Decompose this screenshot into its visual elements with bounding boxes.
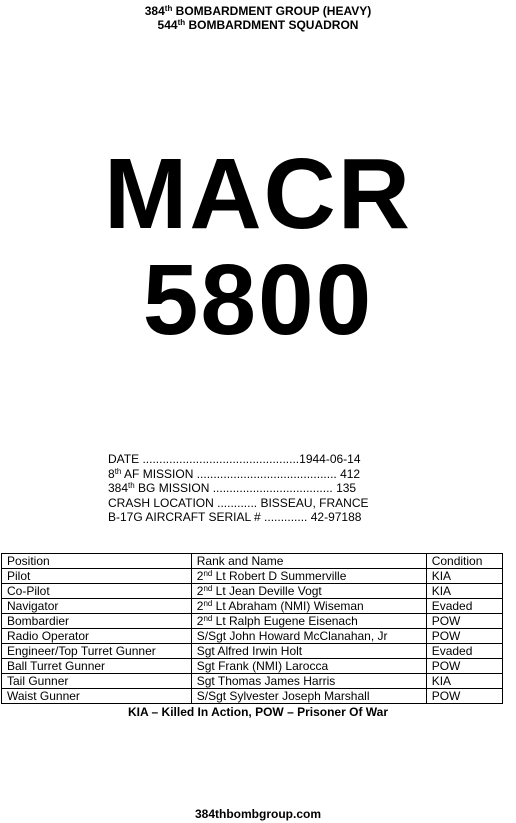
- rank-prefix: 2: [196, 584, 204, 598]
- crew-rank-name: [191, 629, 426, 644]
- rank-ordinal-suffix: nd: [203, 569, 213, 578]
- detail-aircraft-serial: B-17G AIRCRAFT SERIAL # ............. 42-97188: [108, 510, 362, 525]
- table-row: [2, 644, 503, 659]
- crew-position: Tail Gunner: [2, 674, 192, 689]
- crew-rank-name: [191, 644, 426, 659]
- crew-rank-name: [191, 599, 426, 614]
- crew-position: Co-Pilot: [2, 584, 192, 599]
- crew-rank-name: [191, 689, 426, 704]
- rank-and-name-text: S/Sgt John Howard McClanahan, Jr: [196, 629, 388, 643]
- rank-and-name-text: Lt Abraham (NMI) Wiseman: [212, 599, 364, 613]
- website-footer: 384thbombgroup.com: [194, 807, 321, 821]
- crew-position: Waist Gunner: [2, 689, 192, 704]
- table-row: [2, 614, 503, 629]
- bg-mission-text: BG MISSION .................................... 135: [134, 481, 357, 496]
- rank-prefix: 2: [196, 599, 204, 613]
- crew-condition: POW: [426, 614, 502, 629]
- detail-crash-location: CRASH LOCATION ............ BISSEAU, FRANCE: [108, 495, 369, 510]
- column-header-position: Position: [2, 554, 192, 569]
- squadron-title: [0, 18, 516, 32]
- crew-condition: KIA: [426, 674, 502, 689]
- rank-and-name-text: Lt Robert D Summerville: [212, 569, 347, 583]
- crew-position: Pilot: [2, 569, 192, 584]
- rank-and-name-text: S/Sgt Sylvester Joseph Marshall: [196, 689, 370, 703]
- detail-bg-mission: [108, 481, 398, 496]
- crew-position: Navigator: [2, 599, 192, 614]
- table-header-row: [2, 554, 503, 569]
- detail-af-mission: [108, 467, 398, 482]
- table-row: [2, 659, 503, 674]
- crew-table: [1, 553, 503, 704]
- squadron-name: BOMBARDMENT SQUADRON: [185, 18, 359, 32]
- squadron-ordinal-suffix: th: [177, 18, 186, 27]
- af-mission-text: AF MISSION .......................................... 412: [121, 466, 361, 481]
- table-row: [2, 584, 503, 599]
- crew-rank-name: [191, 674, 426, 689]
- rank-ordinal-suffix: nd: [203, 599, 213, 608]
- af-number: 8: [108, 466, 115, 481]
- group-name: BOMBARDMENT GROUP (HEAVY): [172, 4, 372, 18]
- crew-condition: POW: [426, 689, 502, 704]
- crew-condition: POW: [426, 629, 502, 644]
- crew-position: Engineer/Top Turret Gunner: [2, 644, 192, 659]
- group-number: 384: [144, 4, 165, 18]
- page-header: [0, 4, 516, 32]
- table-row: [2, 569, 503, 584]
- crew-condition: KIA: [426, 569, 502, 584]
- bg-number: 384: [108, 481, 129, 496]
- crew-position: Ball Turret Gunner: [2, 659, 192, 674]
- table-row: [2, 629, 503, 644]
- rank-and-name-text: Sgt Alfred Irwin Holt: [196, 644, 303, 658]
- af-ordinal-suffix: th: [114, 466, 122, 476]
- crew-position: Radio Operator: [2, 629, 192, 644]
- crew-condition: KIA: [426, 584, 502, 599]
- squadron-number: 544: [157, 18, 178, 32]
- rank-prefix: 2: [196, 614, 204, 628]
- rank-and-name-text: Lt Ralph Eugene Eisenach: [212, 614, 358, 628]
- group-title: [0, 4, 516, 18]
- table-row: [2, 674, 503, 689]
- crew-rank-name: [191, 584, 426, 599]
- crew-rank-name: [191, 659, 426, 674]
- crew-rank-name: [191, 569, 426, 584]
- mission-details: [108, 452, 398, 525]
- rank-and-name-text: Sgt Frank (NMI) Larocca: [196, 659, 329, 673]
- column-header-condition: Condition: [426, 554, 502, 569]
- detail-date: DATE ...............................................1944-06-14: [108, 452, 361, 466]
- rank-ordinal-suffix: nd: [203, 584, 213, 593]
- rank-prefix: 2: [196, 569, 204, 583]
- column-header-rank-name: Rank and Name: [191, 554, 426, 569]
- crew-position: Bombardier: [2, 614, 192, 629]
- table-row: [2, 689, 503, 704]
- bg-ordinal-suffix: th: [128, 481, 135, 491]
- table-row: [2, 599, 503, 614]
- crew-condition: Evaded: [426, 644, 502, 659]
- crew-condition: Evaded: [426, 599, 502, 614]
- crew-condition: POW: [426, 659, 502, 674]
- rank-ordinal-suffix: nd: [203, 614, 213, 623]
- condition-legend: KIA – Killed In Action, POW – Prisoner Of War: [127, 705, 389, 719]
- macr-number: 5800: [142, 244, 374, 356]
- crew-rank-name: [191, 614, 426, 629]
- group-ordinal-suffix: th: [164, 4, 173, 13]
- macr-title: MACR: [104, 138, 412, 250]
- rank-and-name-text: Lt Jean Deville Vogt: [212, 584, 322, 598]
- rank-and-name-text: Sgt Thomas James Harris: [196, 674, 336, 688]
